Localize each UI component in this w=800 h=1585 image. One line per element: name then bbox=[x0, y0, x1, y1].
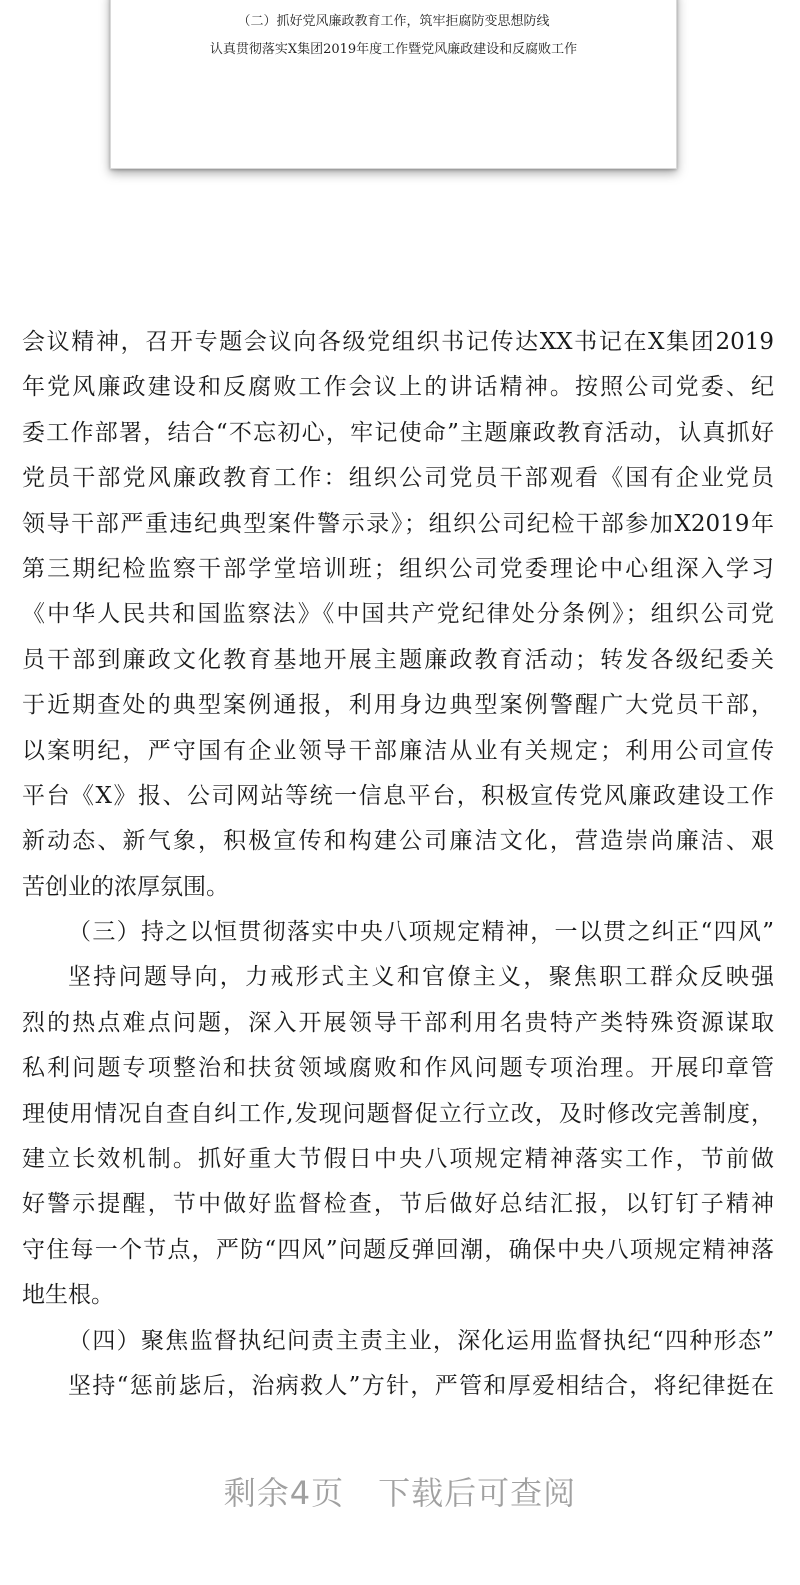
body-line: 私利问题专项整治和扶贫领域腐败和作风问题专项治理。开展印章管 bbox=[22, 1055, 774, 1082]
section-heading: （四）聚焦监督执纪问责主责主业，深化运用监督执纪“四种形态” bbox=[68, 1327, 774, 1354]
remaining-pages-text: 剩余4页 bbox=[223, 1474, 345, 1512]
body-line: 新动态、新气象，积极宣传和构建公司廉洁文化，营造崇尚廉洁、艰 bbox=[22, 828, 774, 855]
body-line: 领导干部严重违纪典型案件警示录》；组织公司纪检干部参加X2019年 bbox=[22, 510, 774, 537]
body-line: 年党风廉政建设和反腐败工作会议上的讲话精神。按照公司党委、纪 bbox=[22, 374, 774, 401]
download-to-view-text: 下载后可查阅 bbox=[378, 1474, 577, 1512]
body-line: 建立长效机制。抓好重大节假日中央八项规定精神落实工作，节前做 bbox=[22, 1146, 774, 1173]
page-preview-area bbox=[0, 0, 800, 200]
body-line: 第三期纪检监察干部学堂培训班；组织公司党委理论中心组深入学习 bbox=[22, 555, 774, 582]
body-line: 地生根。 bbox=[22, 1282, 114, 1309]
body-line: 苦创业的浓厚氛围。 bbox=[22, 873, 229, 900]
preview-heading: （二）抓好党风廉政教育工作，筑牢拒腐防变思想防线 bbox=[237, 14, 550, 29]
body-line: 坚持问题导向，力戒形式主义和官僚主义，聚焦职工群众反映强 bbox=[68, 964, 774, 991]
body-line: 守住每一个节点，严防“四风”问题反弹回潮，确保中央八项规定精神落 bbox=[22, 1236, 774, 1263]
document-body bbox=[22, 320, 774, 1409]
body-line: 以案明纪，严守国有企业领导干部廉洁从业有关规定；利用公司宣传 bbox=[22, 737, 774, 764]
body-line: 好警示提醒，节中做好监督检查，节后做好总结汇报，以钉钉子精神 bbox=[22, 1191, 774, 1218]
body-line: 于近期查处的典型案例通报，利用身边典型案例警醒广大党员干部， bbox=[22, 692, 774, 719]
download-prompt[interactable] bbox=[0, 1468, 800, 1514]
body-line: 员干部到廉政文化教育基地开展主题廉政教育活动；转发各级纪委关 bbox=[22, 646, 774, 673]
section-heading: （三）持之以恒贯彻落实中央八项规定精神，一以贯之纠正“四风” bbox=[68, 919, 774, 946]
body-line: 理使用情况自查自纠工作,发现问题督促立行立改，及时修改完善制度， bbox=[22, 1100, 774, 1127]
page-preview-thumbnail[interactable] bbox=[110, 0, 677, 169]
preview-text-line: 认真贯彻落实X集团2019年度工作暨党风廉政建设和反腐败工作 bbox=[209, 42, 578, 57]
body-line: 会议精神，召开专题会议向各级党组织书记传达XX书记在X集团2019 bbox=[22, 329, 774, 355]
body-line: 委工作部署，结合“不忘初心，牢记使命”主题廉政教育活动，认真抓好 bbox=[22, 419, 774, 446]
body-line: 《中华人民共和国监察法》《中国共产党纪律处分条例》；组织公司党 bbox=[22, 601, 774, 628]
body-line: 烈的热点难点问题，深入开展领导干部利用名贵特产类特殊资源谋取 bbox=[22, 1009, 774, 1036]
body-line: 坚持“惩前毖后，治病救人”方针，严管和厚爱相结合，将纪律挺在 bbox=[68, 1372, 774, 1399]
body-line: 党员干部党风廉政教育工作：组织公司党员干部观看《国有企业党员 bbox=[22, 465, 774, 492]
body-line: 平台《X》报、公司网站等统一信息平台，积极宣传党风廉政建设工作 bbox=[22, 782, 774, 809]
